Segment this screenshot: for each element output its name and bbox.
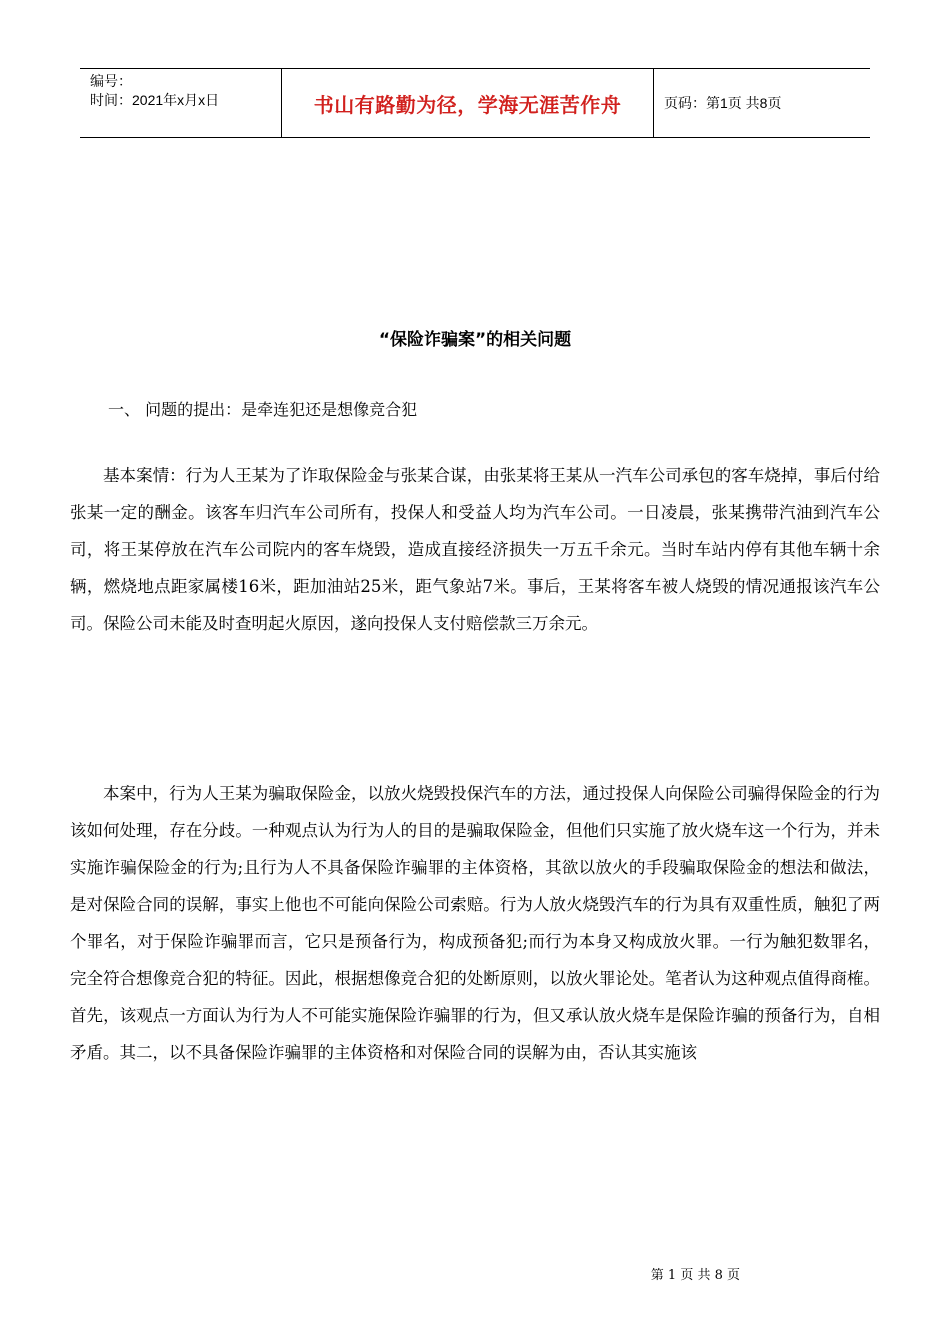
number-label: 编号： bbox=[90, 73, 132, 89]
page-header bbox=[80, 68, 870, 138]
paragraph-case-facts: 基本案情：行为人王某为了诈取保险金与张某合谋，由张某将王某从一汽车公司承包的客车烧掉，事后付给张某一定的酬金。该客车归汽车公司所有，投保人和受益人均为汽车公司。一日凌晨，张某携带汽油到汽车公司，将王某停放在汽车公司院内的客车烧毁，造成直接经济损失一万五千余元。当时车站内停有其他车辆十余辆，燃烧地点距家属楼16米，距加油站25米，距气象站7米。事后，王某将客车被人烧毁的情况通报该汽车公司。保险公司未能及时查明起火原因，遂向投保人支付赔偿款三万余元。 bbox=[70, 466, 880, 633]
header-page-info: 页码：第1页 共8页 bbox=[664, 95, 782, 111]
document-title: “保险诈骗案”的相关问题 bbox=[378, 330, 572, 350]
section-heading: 一、 问题的提出：是牵连犯还是想像竞合犯 bbox=[108, 400, 418, 419]
header-meta bbox=[80, 69, 282, 137]
paragraph-analysis: 本案中，行为人王某为骗取保险金，以放火烧毁投保汽车的方法，通过投保人向保险公司骗得保险金的行为该如何处理，存在分歧。一种观点认为行为人的目的是骗取保险金，但他们只实施了放火烧车这一个行为，并未实施诈骗保险金的行为;且行为人不具备保险诈骗罪的主体资格，其欲以放火的手段骗取保险金的想法和做法，是对保险合同的误解，事实上他也不可能向保险公司索赔。行为人放火烧毁汽车的行为具有双重性质，触犯了两个罪名，对于保险诈骗罪而言，它只是预备行为，构成预备犯;而行为本身又构成放火罪。一行为触犯数罪名，完全符合想像竞合犯的特征。因此，根据想像竞合犯的处断原则，以放火罪论处。笔者认为这种观点值得商榷。首先，该观点一方面认为行为人不可能实施保险诈骗罪的行为，但又承认放火烧车是保险诈骗的预备行为，自相矛盾。其二，以不具备保险诈骗罪的主体资格和对保险合同的误解为由，否认其实施该 bbox=[70, 784, 880, 1062]
header-motto: 书山有路勤为径，学海无涯苦作舟 bbox=[282, 69, 654, 137]
page-footer: 第 1 页 共 8 页 bbox=[650, 1268, 740, 1283]
time-label: 时间：2021年x月x日 bbox=[90, 92, 220, 108]
